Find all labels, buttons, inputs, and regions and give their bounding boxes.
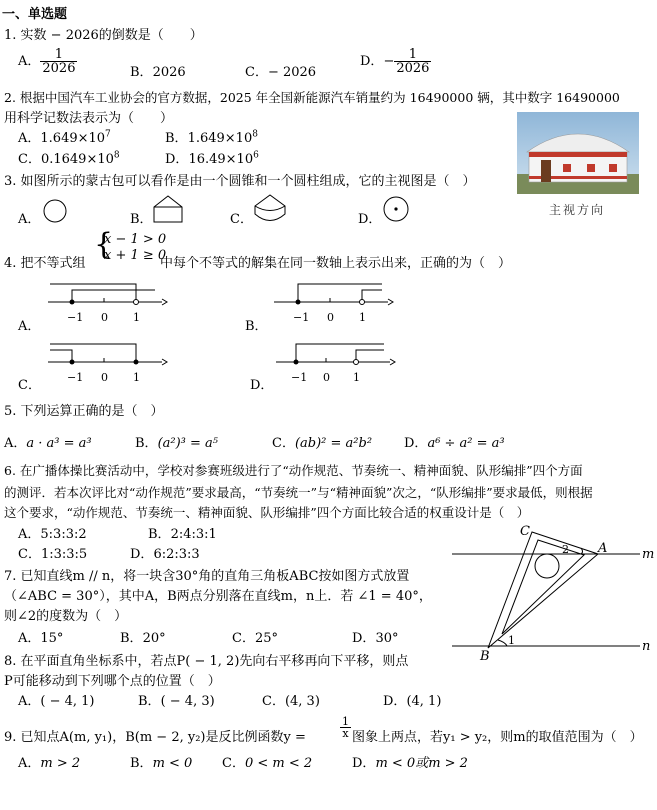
q7-triangle-figure — [450, 522, 655, 662]
label-n: n — [642, 639, 651, 654]
label-B: B — [480, 649, 490, 662]
section-title: 一、单选题 — [2, 7, 68, 22]
q9-option-d[interactable]: D．m < 0或m > 2 — [352, 756, 468, 771]
q7-line3: 则∠2的度数为（ ） — [4, 609, 128, 624]
svg-text:1: 1 — [359, 311, 366, 324]
q8-option-c[interactable]: C．(4, 3) — [262, 694, 320, 709]
svg-text:0: 0 — [323, 371, 330, 384]
q1-option-c[interactable]: C．− 2026 — [245, 65, 317, 80]
q4-numberline-b — [266, 278, 396, 328]
q7-option-b[interactable]: B．20° — [120, 631, 166, 646]
tick-minus1: −1 — [67, 311, 84, 324]
q3-figure-a — [40, 198, 70, 224]
q6-line2: 的测评．若本次评比对“动作规范”要求最高，“节奏统一”与“精神面貌”次之，“队形编排”要求最低，则根据 — [4, 485, 593, 500]
q8-line2: P可能移动到下列哪个点的位置（ ） — [4, 674, 221, 689]
q3-option-b[interactable]: B． — [130, 212, 153, 227]
q9-stem-post: 图象上两点，若y₁ > y₂，则m的取值范围为（ ） — [352, 730, 643, 745]
q1-option-d[interactable]: D．− $\frac{1}{2026}$ — [360, 47, 430, 76]
q8-line1: 8. 在平面直角坐标系中，若点P( − 1, 2)先向右平移再向下平移，则点 — [4, 654, 409, 669]
q3-option-a[interactable]: A． — [18, 212, 41, 227]
q4-option-c[interactable]: C． — [18, 378, 41, 393]
q4-ineq2: x + 1 ≥ 0 — [104, 248, 167, 263]
q3-option-c[interactable]: C． — [230, 212, 253, 227]
q2-option-b[interactable]: B．$1.649\times 10^8$ — [165, 129, 258, 146]
q9-function-fraction: $\frac{1}{x}$ — [342, 715, 349, 740]
q9-option-b[interactable]: B．m < 0 — [130, 756, 193, 771]
q4-numberline-c — [40, 338, 170, 388]
label-A: A — [598, 541, 608, 556]
q5-option-d[interactable]: D．a⁶ ÷ a² = a³ — [404, 436, 505, 451]
q7-option-d[interactable]: D．30° — [352, 631, 399, 646]
q3-figure-c — [252, 191, 288, 225]
yurt-photo — [517, 112, 639, 194]
svg-text:1: 1 — [133, 371, 140, 384]
q9-option-c[interactable]: C．0 < m < 2 — [222, 756, 313, 771]
q6-option-c[interactable]: C．1:3:3:5 — [18, 547, 88, 562]
svg-text:−1: −1 — [291, 371, 308, 384]
q6-line3: 这个要求，“动作规范、节奏统一、精神面貌、队形编排”四个方面比较合适的权重设计是（ ） — [4, 505, 530, 520]
q5-option-c[interactable]: C．(ab)² = a²b² — [272, 436, 373, 451]
q6-line1: 6. 在广播体操比赛活动中，学校对参赛班级进行了“动作规范、节奏统一、精神面貌、队形编排”四个方面 — [4, 463, 583, 478]
q7-line1: 7. 已知直线m // n，将一块含30°角的直角三角板ABC按如图方式放置 — [4, 569, 410, 584]
q2-stem-line1: 2. 根据中国汽车工业协会的官方数据，2025 年全国新能源汽车销量约为 16490000 辆，其中数字 16490000 — [4, 90, 620, 105]
q1-option-b[interactable]: B．2026 — [130, 65, 186, 80]
svg-text:0: 0 — [101, 371, 108, 384]
q8-option-a[interactable]: A．( − 4, 1) — [18, 694, 95, 709]
q4-numberline-a — [40, 278, 170, 328]
q6-option-d[interactable]: D．6:2:3:3 — [130, 547, 200, 562]
q3-figure-d — [381, 194, 411, 224]
q5-stem: 5. 下列运算正确的是（ ） — [4, 404, 164, 419]
svg-text:1: 1 — [353, 371, 360, 384]
q2-stem-line2: 用科学记数法表示为（ ） — [4, 111, 174, 126]
q8-option-d[interactable]: D．(4, 1) — [383, 694, 442, 709]
q7-line2: （∠ABC = 30°），其中A，B两点分别落在直线m，n上．若 ∠1 = 40°， — [4, 589, 432, 604]
q1-stem: 1. 实数 − 2026的倒数是（ ） — [4, 28, 203, 43]
q3-figure-b — [151, 193, 185, 225]
q7-option-a[interactable]: A．15° — [18, 631, 64, 646]
q4-option-a[interactable]: A． — [18, 319, 41, 334]
q3-stem: 3. 如图所示的蒙古包可以看作是由一个圆锥和一个圆柱组成，它的主视图是（ ） — [4, 174, 476, 189]
q2-option-d[interactable]: D．$16.49\times 10^6$ — [165, 150, 259, 167]
tick-0: 0 — [101, 311, 108, 324]
label-m: m — [642, 547, 655, 562]
q4-option-b[interactable]: B． — [245, 319, 268, 334]
q9-stem-pre: 9. 已知点A(m, y₁)，B(m − 2, y₂)是反比例函数y = — [4, 730, 306, 745]
svg-text:−1: −1 — [293, 311, 310, 324]
yurt-caption: 主视方向 — [549, 203, 606, 217]
q4-option-d[interactable]: D． — [250, 378, 274, 393]
svg-text:−1: −1 — [67, 371, 84, 384]
q2-option-c[interactable]: C．$0.1649\times 10^8$ — [18, 150, 120, 167]
label-angle2: 2 — [562, 543, 569, 556]
q5-option-a[interactable]: A．a · a³ = a³ — [4, 436, 92, 451]
q4-ineq1: x − 1 > 0 — [104, 232, 167, 247]
tick-1: 1 — [133, 311, 140, 324]
q7-option-c[interactable]: C．25° — [232, 631, 278, 646]
q2-option-a[interactable]: A．$1.649\times 10^7$ — [18, 129, 111, 146]
q9-option-a[interactable]: A．m > 2 — [18, 756, 81, 771]
q4-numberline-d — [268, 338, 398, 388]
q4-stem-post: 中每个不等式的解集在同一数轴上表示出来，正确的为（ ） — [160, 256, 512, 271]
label-C: C — [520, 524, 530, 539]
q8-option-b[interactable]: B．( − 4, 3) — [138, 694, 215, 709]
q4-brace: { — [94, 227, 114, 262]
q3-option-d[interactable]: D． — [358, 212, 382, 227]
q1-option-a[interactable]: A． $\frac{1}{2026}$ — [18, 47, 76, 76]
q5-option-b[interactable]: B．(a²)³ = a⁵ — [135, 436, 218, 451]
svg-text:0: 0 — [327, 311, 334, 324]
label-angle1: 1 — [508, 634, 515, 647]
q6-option-b[interactable]: B．2:4:3:1 — [148, 527, 217, 542]
q6-option-a[interactable]: A．5:3:3:2 — [18, 527, 87, 542]
q4-stem-pre: 4. 把不等式组 — [4, 256, 86, 271]
